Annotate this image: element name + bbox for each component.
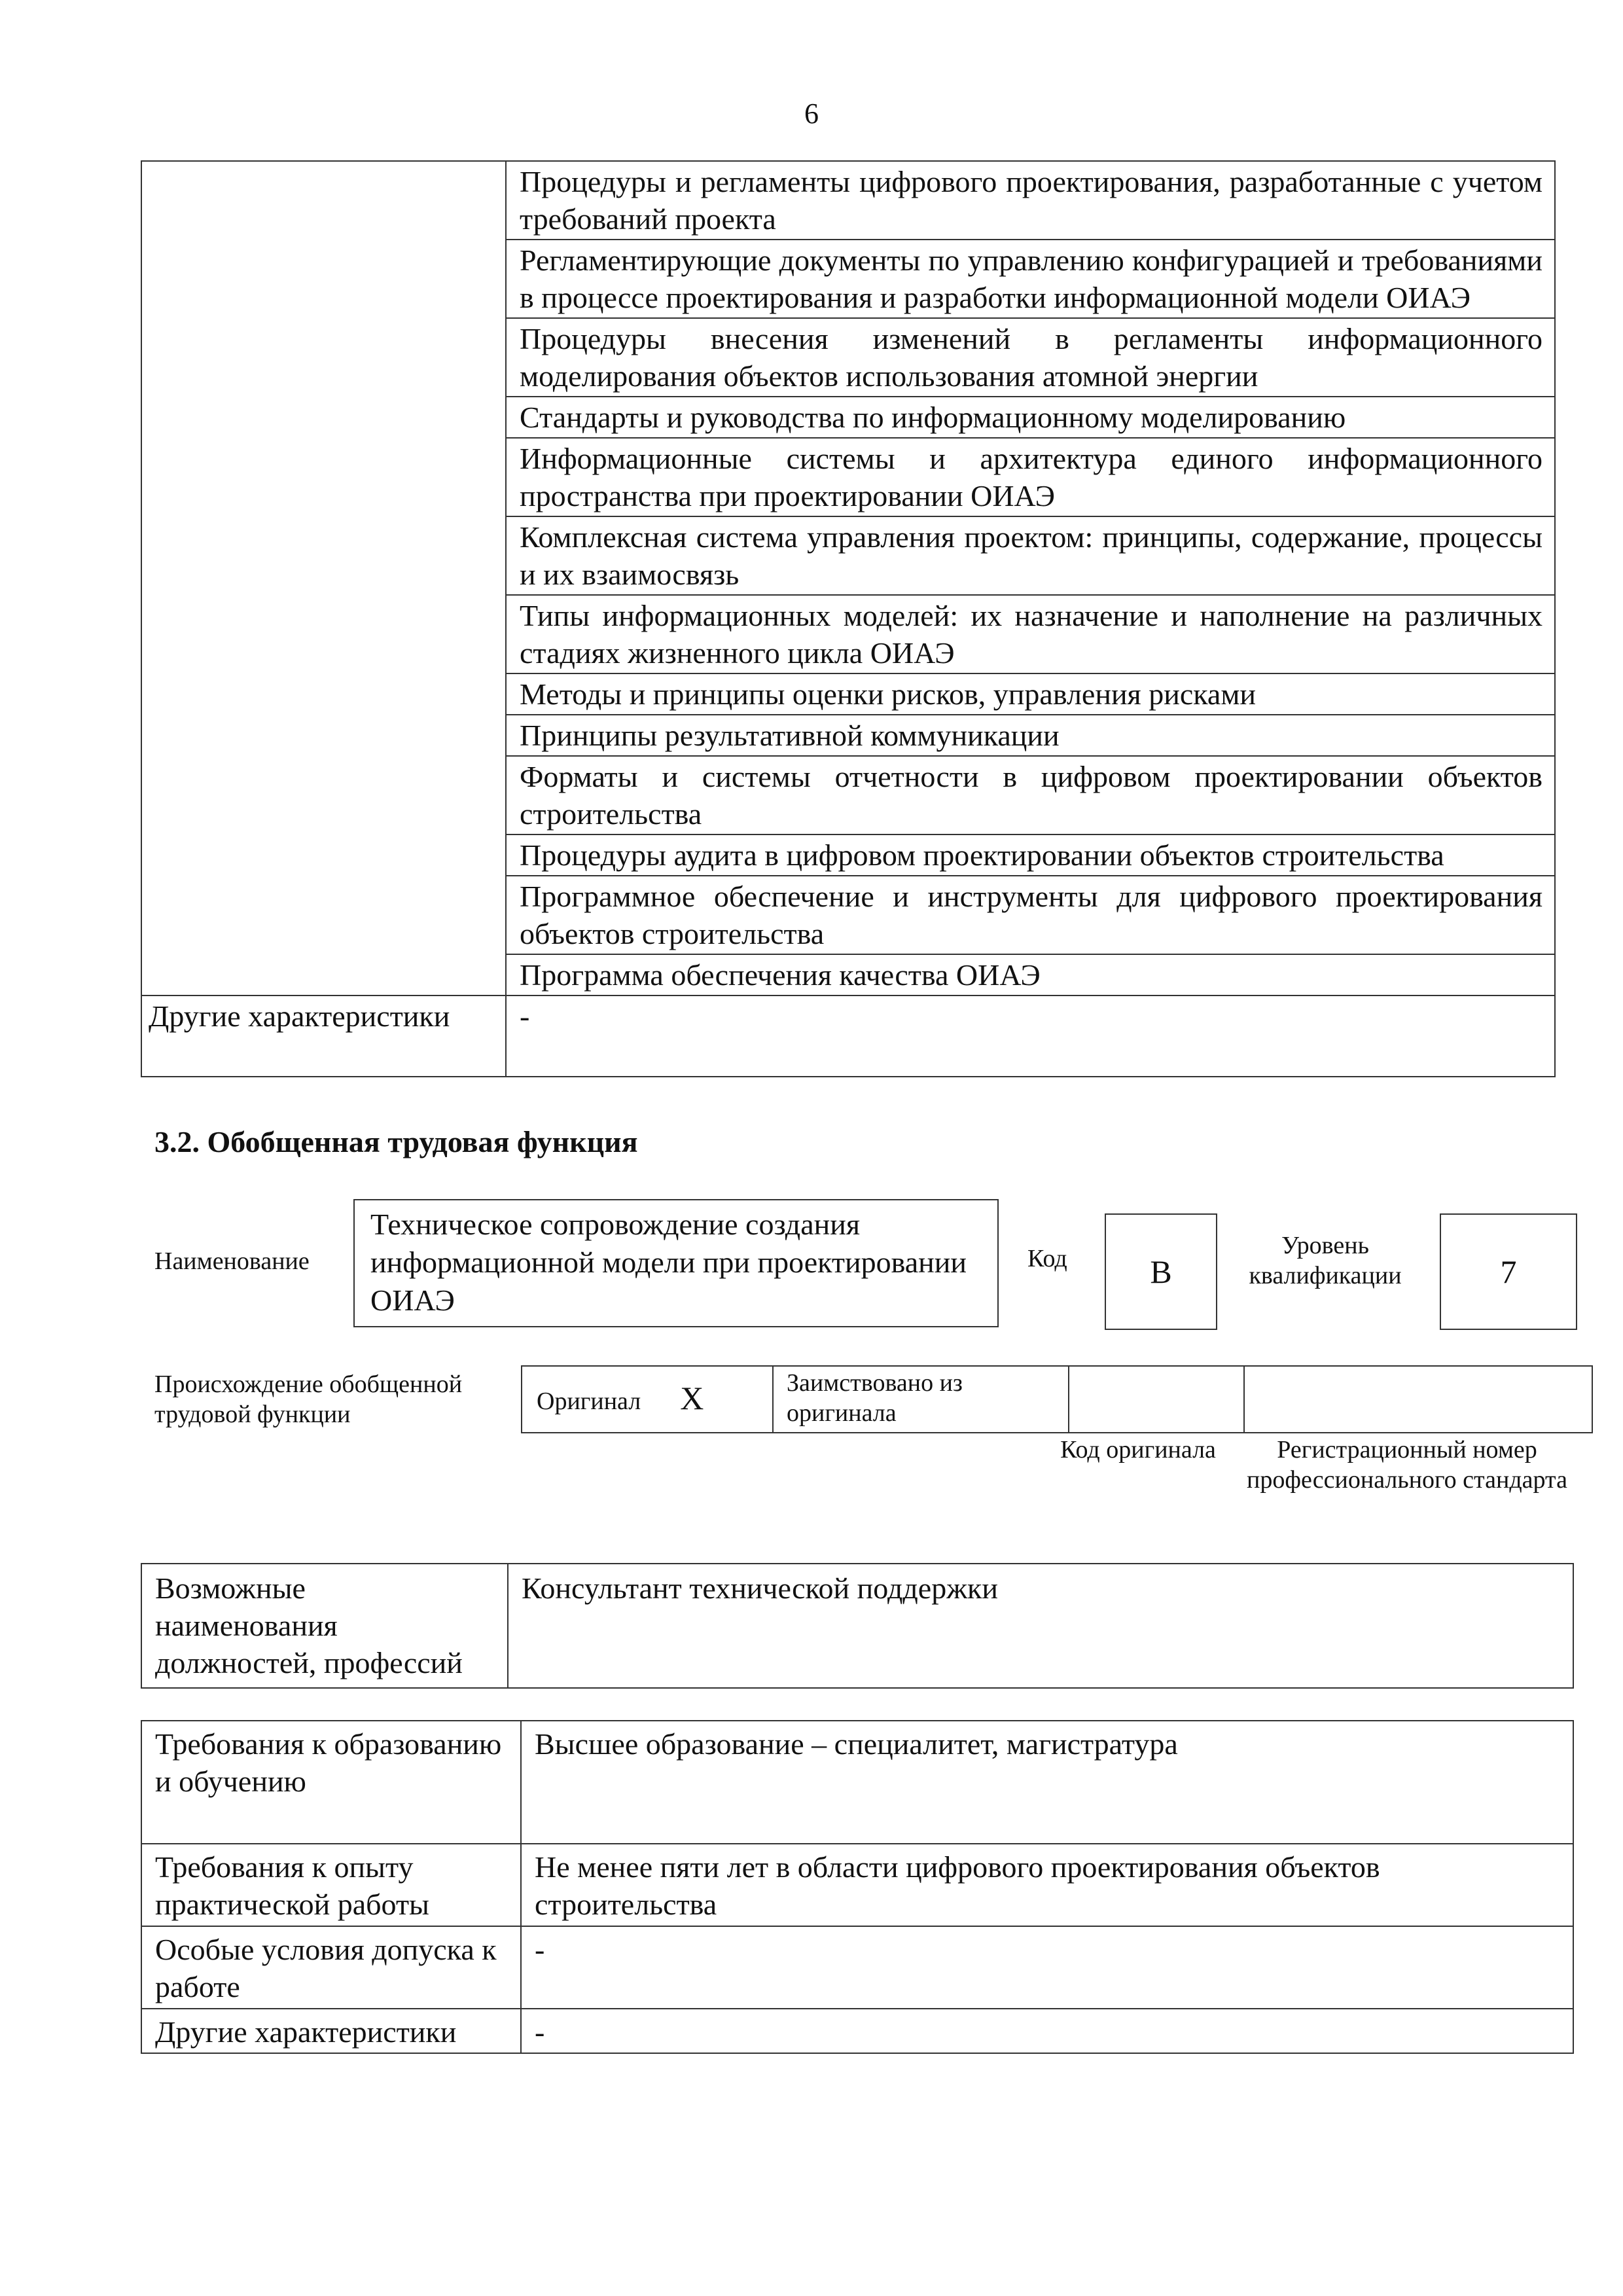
knowledge-item: Стандарты и руководства по информационному моделированию [506,397,1555,438]
knowledge-item: Процедуры внесения изменений в регламенты информационного моделирования объектов использования атомной энергии [506,318,1555,397]
requirements-row [141,1721,1573,1844]
knowledge-item: Процедуры и регламенты цифрового проектирования, разработанные с учетом требований проекта [506,161,1555,240]
knowledge-item: Регламентирующие документы по управлению конфигурацией и требованиями в процессе проектирования и разработки информационной модели ОИАЭ [506,240,1555,318]
knowledge-left-cell [141,161,506,996]
code-box: B [1105,1213,1217,1330]
requirement-label: Другие характеристики [141,2009,521,2053]
requirements-row [141,1926,1573,2009]
original-mark: X [680,1379,704,1416]
original-label: Оригинал [537,1387,641,1415]
knowledge-item: Форматы и системы отчетности в цифровом проектировании объектов строительства [506,756,1555,834]
requirement-value: - [521,1926,1573,2009]
requirements-row [141,2009,1573,2053]
original-code-caption: Код оригинала [1060,1436,1216,1463]
origin-table [521,1365,1593,1433]
positions-table [141,1563,1574,1689]
knowledge-table-body [141,161,1555,996]
qualification-level-box: 7 [1440,1213,1577,1330]
requirement-label: Требования к опыту практической работы [141,1844,521,1926]
requirements-row [141,1844,1573,1926]
positions-value: Консультант технической поддержки [508,1564,1573,1688]
requirements-table [141,1720,1574,2054]
knowledge-item: Программа обеспечения качества ОИАЭ [506,954,1555,996]
knowledge-table [141,160,1556,1077]
qualification-level-label: Уровень квалификации [1249,1232,1402,1289]
other-characteristics-row [141,996,1555,1077]
knowledge-row [141,161,1555,240]
reg-number-caption: Регистрационный номер профессионального стандарта [1247,1436,1567,1494]
knowledge-item: Информационные системы и архитектура единого информационного пространства при проектировании ОИАЭ [506,438,1555,516]
knowledge-item: Комплексная система управления проектом: принципы, содержание, процессы и их взаимосвязь [506,516,1555,595]
requirement-value: Высшее образование – специалитет, магистратура [521,1721,1573,1844]
code-label: Код [1027,1245,1067,1272]
reg-number-cell [1244,1366,1592,1433]
section-title: 3.2. Обобщенная трудовая функция [154,1125,638,1158]
original-code-cell [1069,1366,1244,1433]
requirement-label: Особые условия допуска к работе [141,1926,521,2009]
function-name-box: Техническое сопровождение создания информационной модели при проектировании ОИАЭ [353,1199,999,1327]
other-characteristics-value: - [506,996,1555,1077]
origin-label: Происхождение обобщенной трудовой функции [154,1371,463,1428]
positions-label: Возможные наименования должностей, профессий [141,1564,508,1688]
knowledge-item: Методы и принципы оценки рисков, управления рисками [506,673,1555,715]
knowledge-item: Принципы результативной коммуникации [506,715,1555,756]
knowledge-item: Программное обеспечение и инструменты для цифрового проектирования объектов строительства [506,876,1555,954]
name-label: Наименование [154,1247,310,1275]
page-number: 6 [804,98,819,130]
requirement-value: Не менее пяти лет в области цифрового проектирования объектов строительства [521,1844,1573,1926]
origin-original-cell [522,1366,773,1433]
knowledge-item: Типы информационных моделей: их назначение и наполнение на различных стадиях жизненного цикла ОИАЭ [506,595,1555,673]
other-characteristics-label: Другие характеристики [141,996,506,1077]
requirement-label: Требования к образованию и обучению [141,1721,521,1844]
borrowed-label: Заимствовано из оригинала [773,1366,1069,1433]
knowledge-item: Процедуры аудита в цифровом проектировании объектов строительства [506,834,1555,876]
requirement-value: - [521,2009,1573,2053]
